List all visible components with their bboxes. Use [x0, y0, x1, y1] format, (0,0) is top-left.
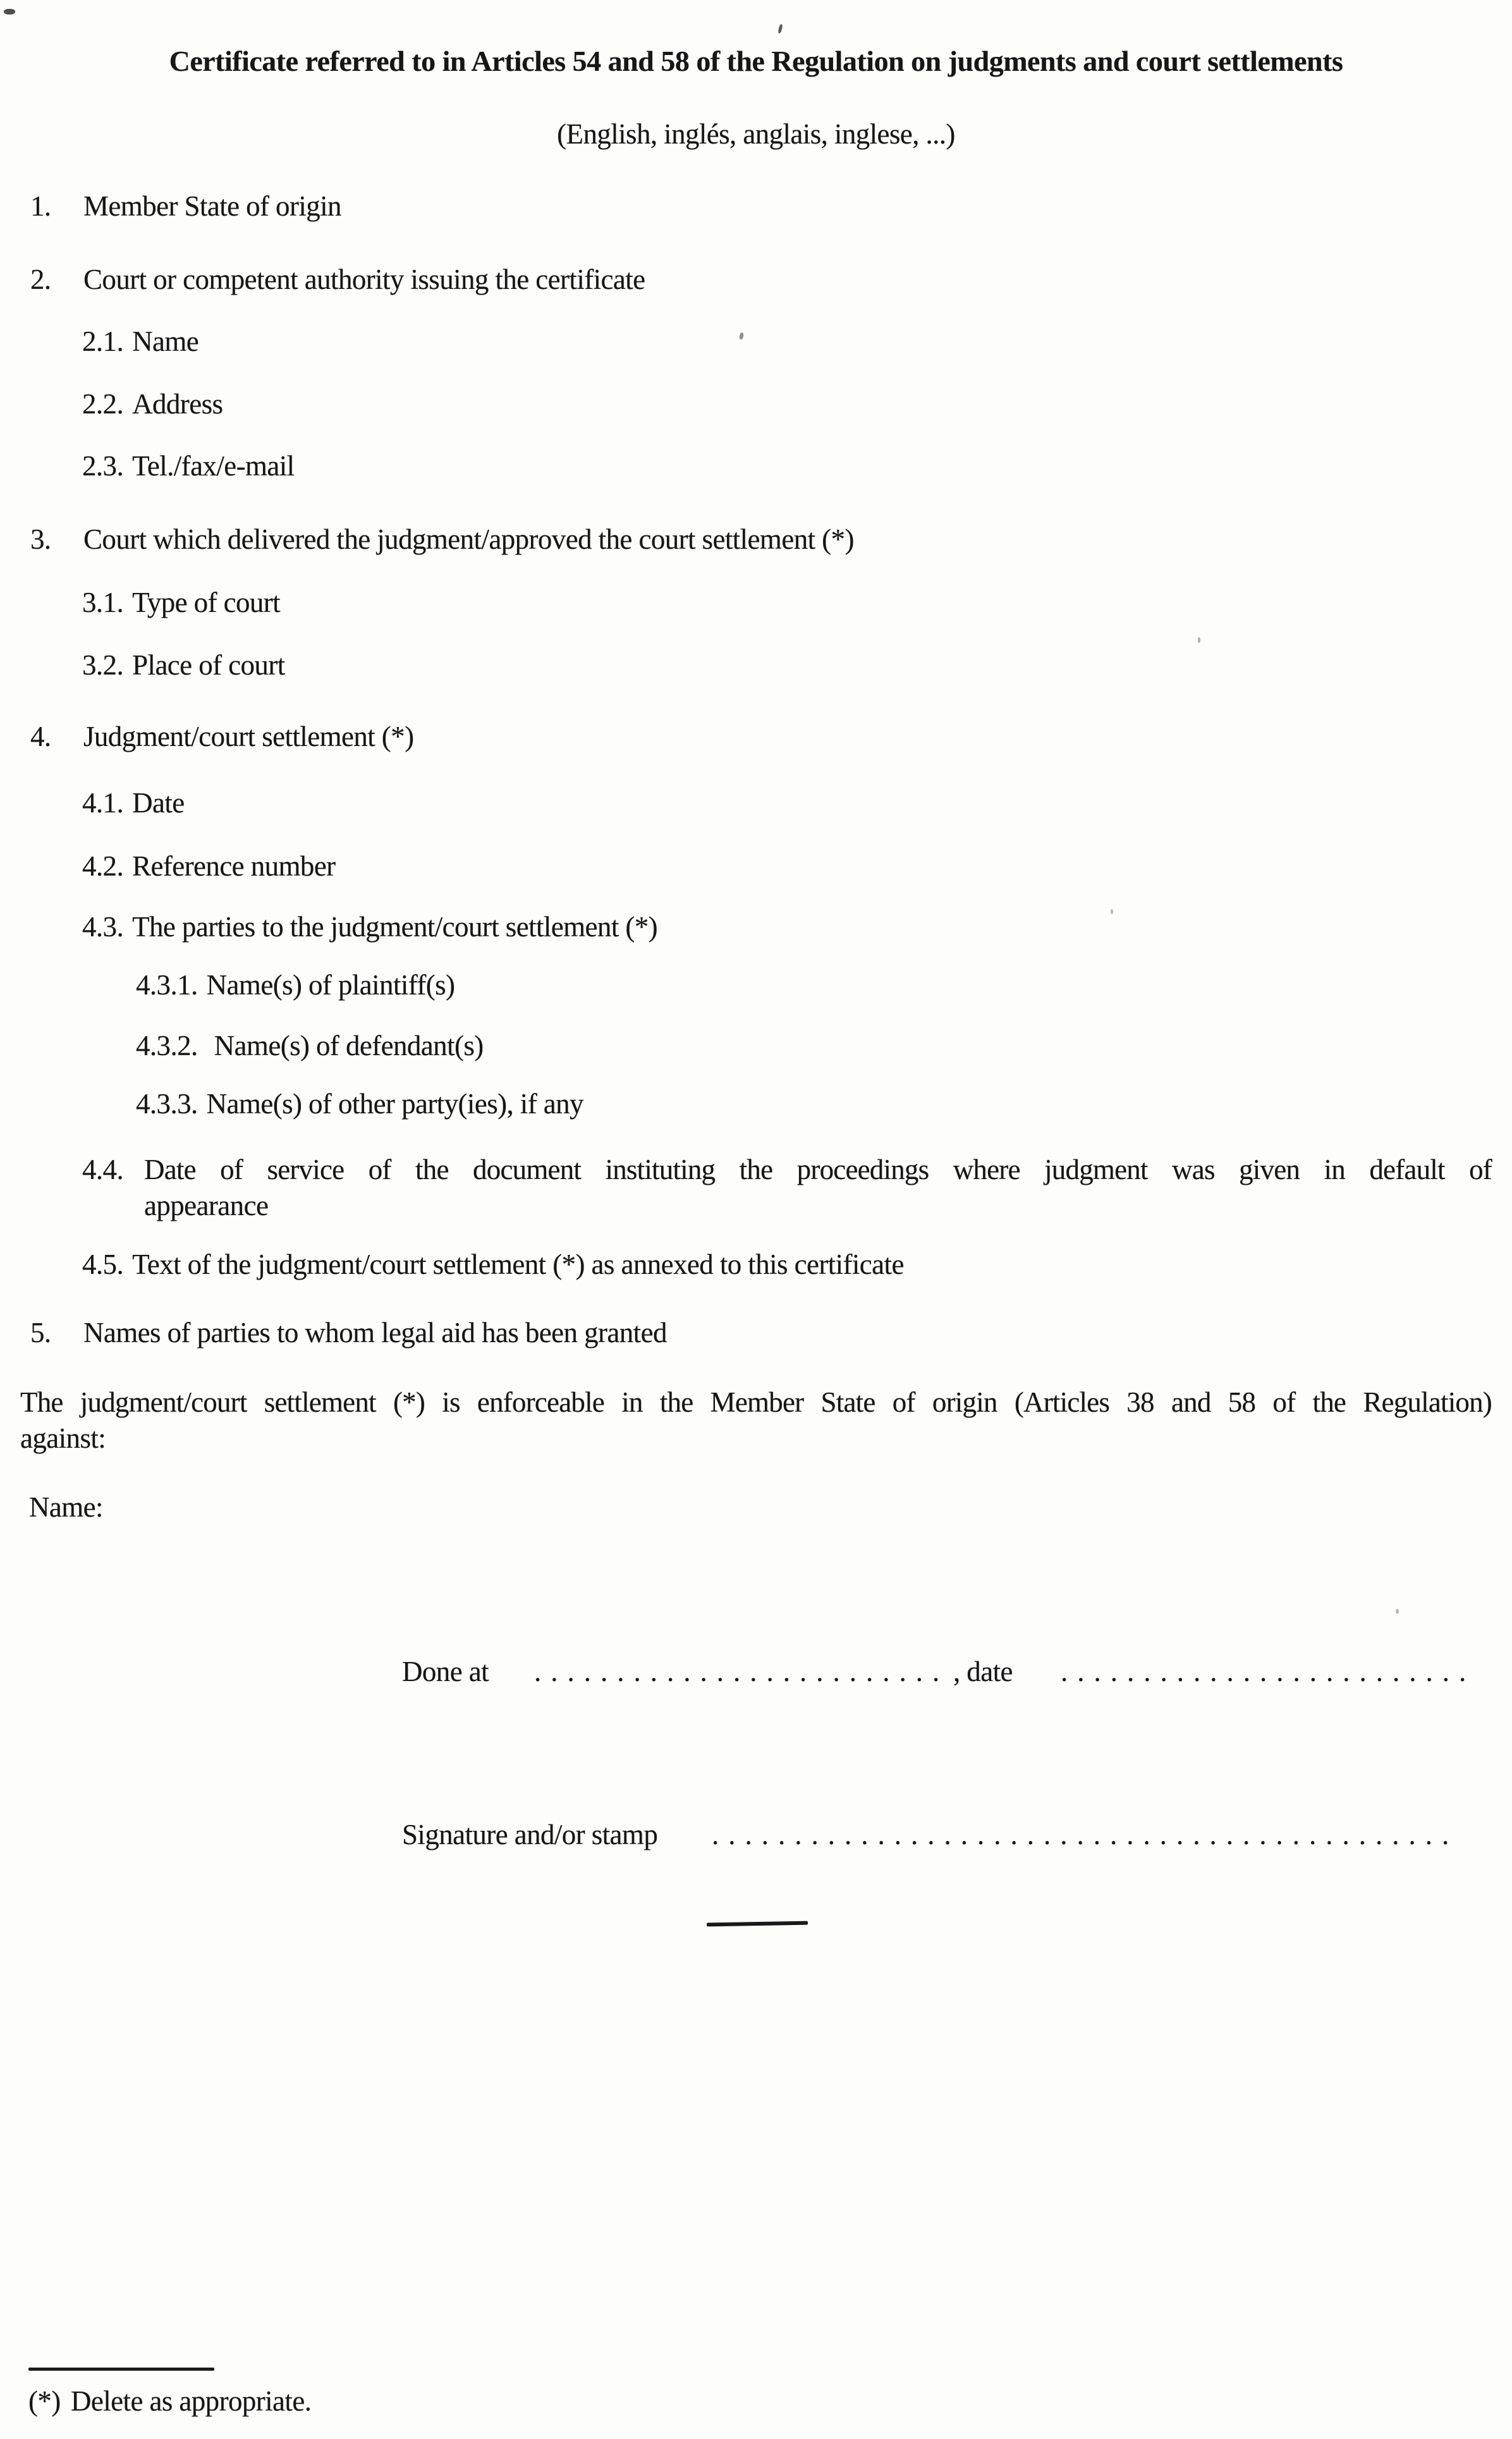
- footnote-marker: (*): [28, 2385, 61, 2417]
- languages-line: (English, inglés, anglais, inglese, ...): [557, 118, 955, 150]
- item-number: 4.: [30, 721, 51, 752]
- form-line-2-1: [0, 325, 1512, 358]
- footnote-text: Delete as appropriate.: [71, 2385, 312, 2417]
- scan-speckle: [1111, 909, 1113, 914]
- form-line-4-3-3: [0, 1087, 1512, 1120]
- item-text: Date: [132, 787, 185, 819]
- form-line-4: [0, 720, 1512, 753]
- item-text: Court or competent authority issuing the certificate: [83, 264, 645, 295]
- signature-dotted-leader: .............................................: [712, 1819, 1459, 1850]
- form-line-4-3-1: [0, 969, 1512, 1001]
- scan-speckle: [777, 24, 783, 34]
- done-at-dotted-leader: .........................: [534, 1656, 949, 1687]
- form-line-3: [0, 523, 1512, 556]
- item-text: Name: [132, 326, 199, 357]
- item-text: [144, 1152, 1492, 1224]
- footnote-divider: [28, 2368, 214, 2371]
- name-row: [0, 1491, 1512, 1524]
- languages-row: [0, 118, 1512, 150]
- name-label: Name:: [29, 1491, 103, 1523]
- item-text: Address: [132, 388, 223, 420]
- item-number: 4.3.1.: [136, 969, 198, 1001]
- done-at-row: [0, 1655, 1512, 1688]
- item-number: 2.3.: [82, 450, 124, 482]
- scan-speckle: [1396, 1609, 1399, 1614]
- form-line-5: [0, 1316, 1512, 1349]
- separator-dash: [707, 1921, 808, 1927]
- page-title: Certificate referred to in Articles 54 and 58 of the Regulation on judgments and court settlements: [169, 45, 1343, 77]
- form-line-4-3-2: [0, 1029, 1512, 1062]
- item-text-line-1: Date of service of the document instituting the proceedings where judgment was given in default of: [144, 1154, 1492, 1185]
- form-line-4-5: [0, 1248, 1512, 1281]
- item-number: 3.1.: [82, 587, 124, 618]
- form-line-2-3: [0, 449, 1512, 482]
- item-text: Names of parties to whom legal aid has been granted: [83, 1317, 667, 1348]
- item-number: 2.2.: [82, 388, 124, 420]
- item-number: 4.3.: [82, 911, 124, 943]
- form-line-4-3: [0, 910, 1512, 943]
- item-number: 2.1.: [82, 326, 124, 357]
- item-text: Name(s) of other party(ies), if any: [206, 1088, 583, 1120]
- item-text: Court which delivered the judgment/approved the court settlement (*): [83, 523, 854, 555]
- date-dotted-leader: .........................: [1061, 1656, 1476, 1687]
- item-number: 4.3.2.: [136, 1030, 198, 1061]
- item-text-line-2: appearance: [144, 1190, 269, 1221]
- enforceability-paragraph: [0, 1385, 1512, 1460]
- signature-row: [0, 1818, 1512, 1851]
- paragraph-line-2: against:: [20, 1422, 106, 1454]
- item-text: Member State of origin: [83, 190, 341, 222]
- item-text: Place of court: [132, 649, 285, 681]
- item-number: 2.: [30, 264, 51, 295]
- item-text: Tel./fax/e-mail: [132, 450, 295, 482]
- item-number: 5.: [30, 1317, 51, 1348]
- item-number: 3.2.: [82, 649, 124, 681]
- form-line-2-2: [0, 388, 1512, 420]
- item-number: 4.5.: [82, 1249, 124, 1280]
- paragraph-line-1: The judgment/court settlement (*) is enforceable in the Member State of origin (Articles 38 and 58 of the Regulation): [20, 1386, 1492, 1418]
- form-line-3-2: [0, 649, 1512, 682]
- item-text: Reference number: [132, 850, 336, 882]
- item-number: 4.3.3.: [136, 1088, 198, 1120]
- item-text: Judgment/court settlement (*): [83, 721, 414, 752]
- item-text: Name(s) of defendant(s): [214, 1030, 484, 1061]
- title-row: [0, 44, 1512, 78]
- form-line-4-4: [0, 1152, 1512, 1228]
- signature-label: Signature and/or stamp: [402, 1819, 658, 1850]
- form-line-4-1: [0, 786, 1512, 819]
- item-number: 4.2.: [82, 850, 124, 882]
- item-number: 3.: [30, 523, 51, 555]
- footnote-row: [0, 2385, 1512, 2418]
- date-label: , date: [953, 1656, 1013, 1687]
- item-number: 1.: [30, 190, 51, 222]
- done-at-label: Done at: [402, 1656, 489, 1687]
- scan-speckle: [1198, 637, 1200, 643]
- item-text: Text of the judgment/court settlement (*) as annexed to this certificate: [132, 1249, 904, 1280]
- form-line-3-1: [0, 586, 1512, 619]
- item-text: Name(s) of plaintiff(s): [206, 969, 455, 1001]
- scan-speckle: [4, 9, 15, 15]
- item-number: 4.1.: [82, 787, 124, 819]
- item-text: Type of court: [132, 587, 281, 618]
- item-number: 4.4.: [82, 1154, 124, 1185]
- form-line-1: [0, 190, 1512, 223]
- item-text: The parties to the judgment/court settlement (*): [132, 911, 658, 943]
- form-line-2: [0, 263, 1512, 296]
- form-line-4-2: [0, 850, 1512, 883]
